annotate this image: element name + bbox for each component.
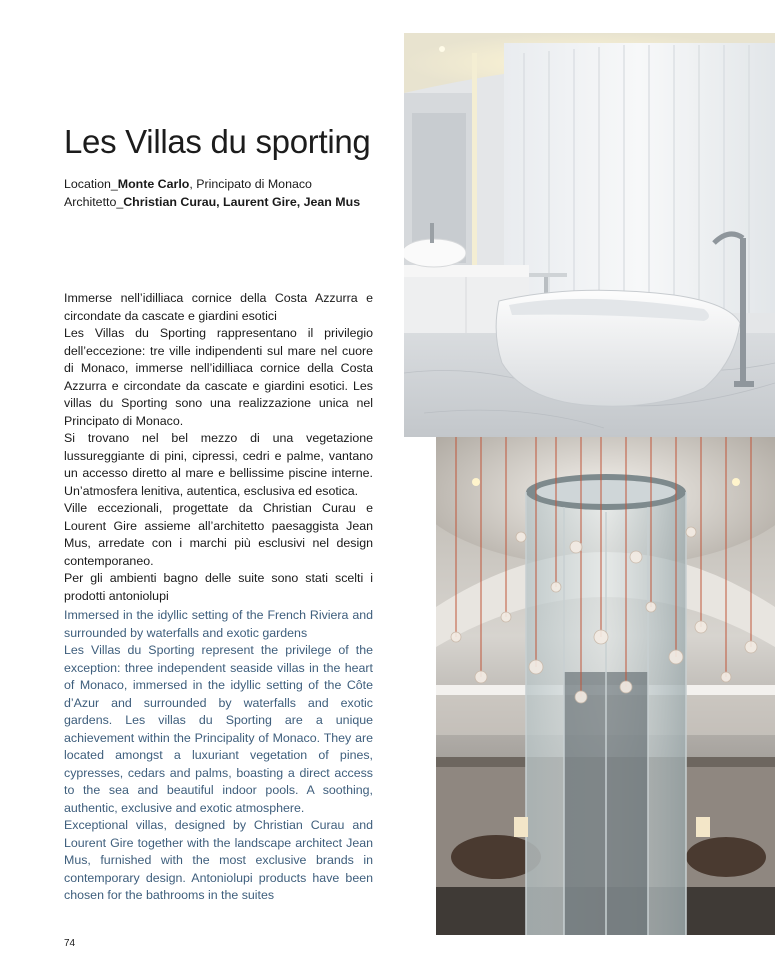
article-title: Les Villas du sporting <box>64 123 371 160</box>
credits-block <box>64 176 384 211</box>
location-country: , Principato di Monaco <box>189 177 312 191</box>
elevator-illustration <box>436 437 775 935</box>
architect-names: Christian Curau, Laurent Gire, Jean Mus <box>123 194 361 209</box>
italian-paragraph: Si trovano nel bel mezzo di una vegetazione lussureggiante di pini, cipressi, cedri e palme, vantano un accesso diretto al mare e bellissime piscine interne. Un’atmosfera lenitiva, autentica, esclusiva ed esotica. <box>64 431 373 498</box>
ceiling-spot-icon <box>439 46 445 52</box>
english-paragraph: Immersed in the idyllic setting of the French Riviera and surrounded by waterfalls and exotic gardens <box>64 608 373 640</box>
bathroom-photo <box>404 33 775 437</box>
ceiling-spot-icon <box>472 478 480 486</box>
italian-text <box>64 290 373 605</box>
location-city: Monte Carlo <box>117 177 190 191</box>
location-line <box>64 176 384 194</box>
architect-line <box>64 194 384 212</box>
architect-label: Architetto_ <box>64 194 124 209</box>
italian-paragraph: Per gli ambienti bagno delle suite sono stati scelti i prodotti antoniolupi <box>64 571 373 603</box>
italian-paragraph: Les Villas du Sporting rappresentano il privilegio dell’eccezione: tre ville indipendenti sul mare nel cuore di Monaco, immerse nell’idilliaca cornice della Costa Azzurra e circondate da cascate e giardini esotici. Les villas du Sporting sono una realizzazione unica nel Principato di Monaco. <box>64 326 373 428</box>
english-text <box>64 607 373 905</box>
washbasin <box>404 239 466 267</box>
english-paragraph: Exceptional villas, designed by Christian Curau and Lourent Gire together with the landscape architect Jean Mus, furnished with the most exclusive brands in contemporary design. Antoniolupi products have been chosen for the bathrooms in the suites <box>64 818 373 902</box>
elevator-photo <box>436 437 775 935</box>
bathroom-illustration <box>404 33 775 437</box>
italian-paragraph: Immerse nell’idilliaca cornice della Costa Azzurra e circondate da cascate e giardini esotici <box>64 291 373 323</box>
location-label: Location_ <box>64 177 118 191</box>
page-number: 74 <box>64 938 76 949</box>
bath-tap <box>740 238 746 383</box>
ceiling-spot-icon <box>732 478 740 486</box>
italian-paragraph: Ville eccezionali, progettate da Christian Curau e Lourent Gire assieme all’architetto paesaggista Jean Mus, arredate con i marchi più esclusivi nel design contemporaneo. <box>64 501 373 568</box>
english-paragraph: Les Villas du Sporting represent the privilege of the exception: three independent seaside villas in the heart of Monaco, immersed in the idyllic setting of the Côte d’Azur and surrounded by waterfalls and exotic gardens. Les villas du Sporting are a unique achievement within the Principality of Monaco. They are located amongst a luxuriant vegetation of pines, cypresses, cedars and palms, boasting a direct access to the sea and beautiful indoor pools. A soothing, authentic, exclusive and exotic atmosphere. <box>64 643 373 815</box>
